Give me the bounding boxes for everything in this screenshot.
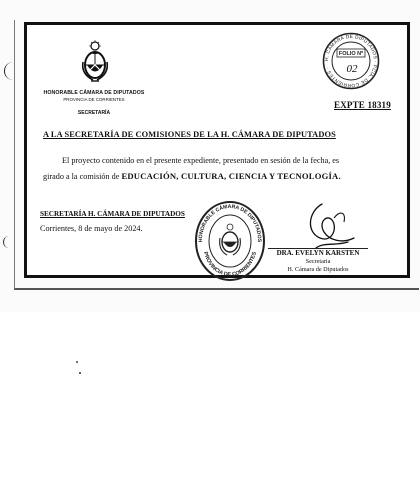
- institution-name: HONORABLE CÁMARA DE DIPUTADOS: [43, 90, 145, 96]
- folio-stamp: [322, 32, 380, 90]
- addressee-line: A LA SECRETARÍA DE COMISIONES DE LA H. CÁMARA DE DIPUTADOS: [43, 130, 336, 139]
- svg-text:HONORABLE CÁMARA DE DIPUTADOS: [198, 204, 262, 243]
- signatory-name: DRA. EVELYN KARSTEN: [276, 249, 360, 257]
- binder-hole-mark: [3, 236, 12, 248]
- seal-bottom-text: PROVINCIA DE CORRIENTES: [201, 251, 259, 279]
- issuer-title: SECRETARÍA H. CÁMARA DE DIPUTADOS: [40, 210, 185, 218]
- folio-ring-text: H. CÁMARA DE DIPUTADOS · PCIA. DE CORRIENTES ·: [324, 34, 378, 88]
- body-line-1: El proyecto contenido en el presente expediente, presentado en sesión de la fecha, es: [62, 156, 340, 165]
- folio-number: 02: [346, 63, 358, 75]
- body-line-2-prefix: girado a la comisión de: [43, 172, 122, 181]
- body-line-2: [43, 171, 341, 181]
- office-name: SECRETARÍA: [77, 110, 111, 116]
- signatory-body: H. Cámara de Diputados: [287, 266, 349, 273]
- coat-of-arms-icon: [79, 40, 111, 84]
- province-name: PROVINCIA DE CORRIENTES: [63, 97, 125, 102]
- place-and-date: Corrientes, 8 de mayo de 2024.: [40, 224, 143, 233]
- seal-crest-icon: [220, 224, 241, 255]
- seal-top-text: HONORABLE CÁMARA DE DIPUTADOS: [197, 203, 263, 243]
- folio-label: FOLIO Nº: [338, 51, 364, 57]
- signatory-role: Secretaria: [305, 258, 331, 265]
- commission-name: EDUCACIÓN, CULTURA, CIENCIA Y TECNOLOGÍA.: [121, 171, 341, 181]
- expediente-number: EXPTE 18319: [334, 100, 391, 110]
- scan-speck: [79, 372, 81, 374]
- official-seal: [194, 200, 266, 282]
- scan-speck: [76, 361, 78, 363]
